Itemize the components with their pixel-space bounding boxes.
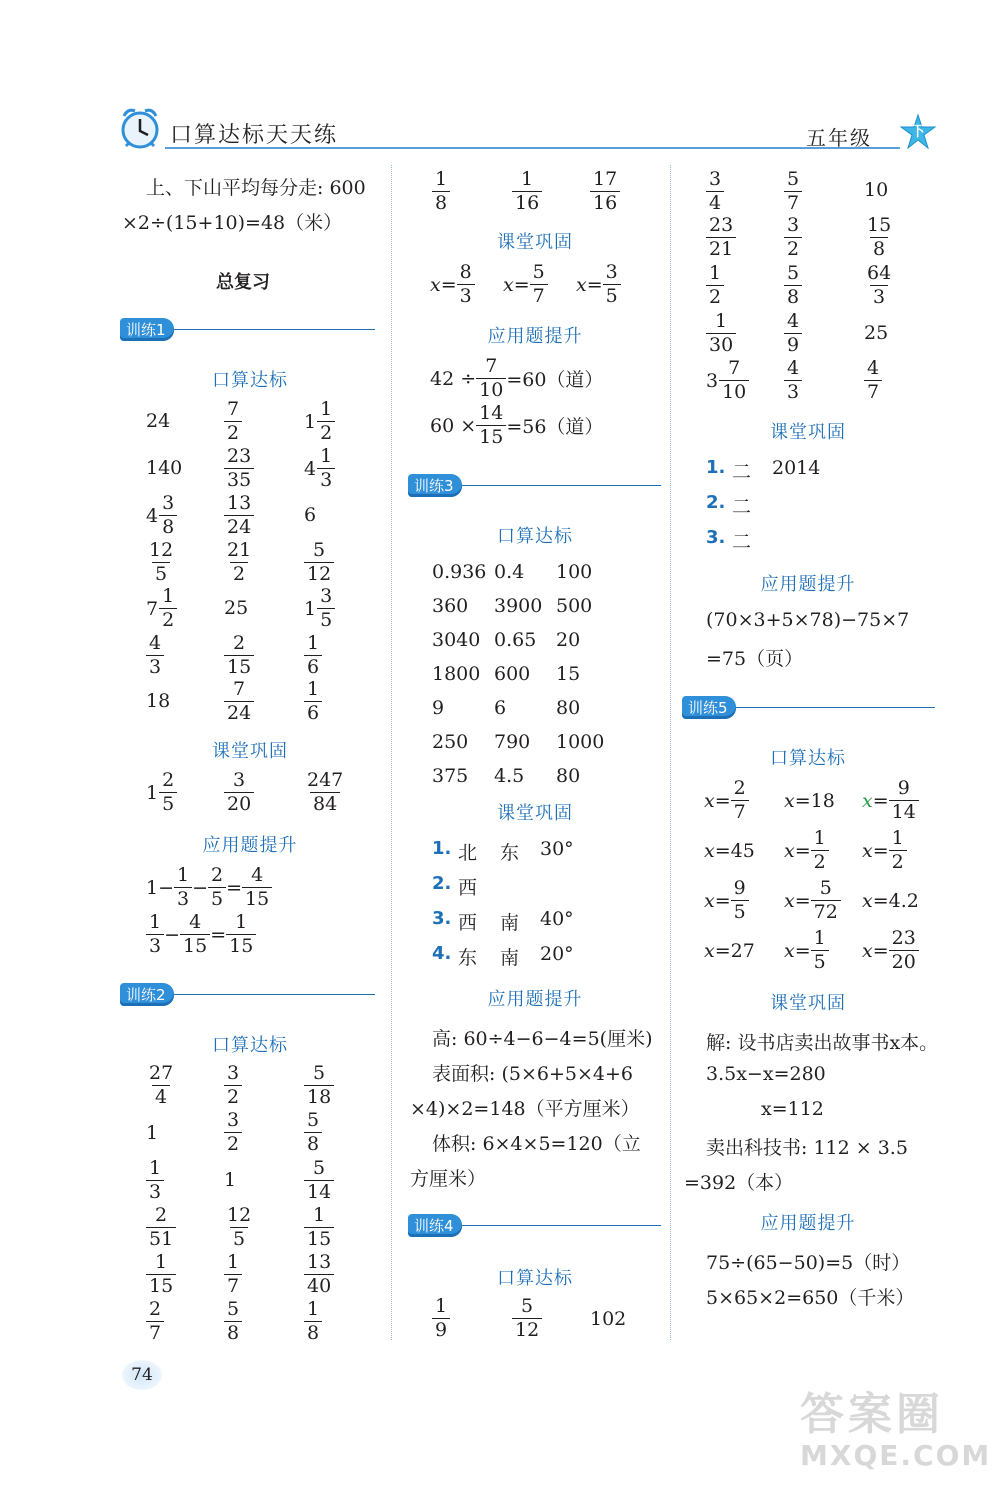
answer: $\frac{12}{5}$ — [149, 539, 174, 585]
grade-badge-text: 下 — [911, 124, 925, 140]
answer: $\frac{5}{18}$ — [304, 1064, 334, 1107]
section-kousuan: 口算达标 — [497, 526, 573, 547]
ketang-answer: 二 — [732, 496, 752, 518]
answer: 4 $\frac{3}{8}$ — [146, 494, 177, 537]
answer: x = $\frac{1}{2}$ — [862, 829, 907, 872]
answer: 1 $\frac{2}{5}$ — [146, 771, 177, 814]
answer-line: 高: 60÷4−6−4=5(厘米) — [432, 1028, 653, 1050]
answer: 1 — [224, 1169, 237, 1191]
answer: 4 $\frac{1}{3}$ — [304, 447, 335, 490]
equation: 42 ÷ $\frac{7}{10}$ =60（道） — [430, 355, 604, 401]
answer: $\frac{4}{9}$ — [784, 312, 802, 355]
answer: x = 45 — [704, 840, 755, 862]
answer: $\frac{3}{4}$ — [706, 170, 724, 213]
grid-answer: 500 — [556, 595, 593, 617]
training-1-badge: 训练1 — [120, 318, 174, 341]
direction-answer: 北 — [458, 842, 478, 864]
grid-answer: 15 — [556, 663, 581, 685]
answer: x = $\frac{1}{5}$ — [784, 929, 829, 972]
answer: $\frac{1}{6}$ — [304, 680, 322, 723]
direction-answer: 西 — [458, 912, 478, 934]
direction-answer: 40° — [540, 908, 574, 930]
grid-answer: 790 — [494, 731, 531, 753]
answer: $\frac{13}{24}$ — [224, 494, 254, 537]
answer: $\frac{15}{8}$ — [867, 214, 892, 260]
answer: $\frac{5}{14}$ — [304, 1159, 334, 1202]
answer: $\frac{5}{8}$ — [224, 1300, 242, 1343]
grid-answer: 20 — [556, 629, 581, 651]
grid-answer: 0.65 — [494, 629, 537, 651]
answer-line: 方厘米） — [410, 1168, 487, 1190]
direction-answer: 南 — [500, 947, 520, 969]
answer: 10 — [864, 179, 889, 201]
answer: 1 $\frac{1}{2}$ — [304, 400, 335, 443]
answer: $\frac{247}{84}$ — [307, 769, 344, 815]
item-number: 3. — [432, 908, 452, 929]
grid-answer: 1800 — [432, 663, 481, 685]
intro-line-2: ×2÷(15+10)=48（米） — [122, 212, 343, 234]
grid-answer: 375 — [432, 765, 469, 787]
section-kousuan: 口算达标 — [770, 748, 846, 769]
item-number: 1. — [432, 838, 452, 859]
answer-line: 3.5x−x=280 — [706, 1063, 826, 1085]
training-5-header — [682, 696, 935, 718]
answer-line: =75（页） — [706, 648, 804, 670]
training-2-header — [120, 983, 375, 1005]
grid-answer: 4.5 — [494, 765, 525, 787]
answer: x = $\frac{5}{7}$ — [503, 263, 548, 306]
training-1-header — [120, 318, 375, 340]
direction-answer: 西 — [458, 877, 478, 899]
answer: $\frac{1}{3}$ — [146, 1159, 164, 1202]
answer: $\frac{1}{15}$ — [146, 1253, 176, 1296]
answer: 1 $\frac{3}{5}$ — [304, 587, 335, 630]
section-kousuan: 口算达标 — [212, 370, 288, 391]
answer: 7 $\frac{1}{2}$ — [146, 587, 177, 630]
training-3-header — [408, 474, 661, 496]
answer: 6 — [304, 504, 317, 526]
answer: $\frac{1}{6}$ — [304, 634, 322, 677]
ketang-answer: 二 — [732, 461, 752, 483]
column-divider — [670, 165, 671, 1340]
training-4-badge: 训练4 — [408, 1214, 462, 1237]
direction-answer: 东 — [500, 842, 520, 864]
item-number: 4. — [432, 943, 452, 964]
answer: $\frac{1}{30}$ — [706, 312, 736, 355]
grid-answer: 0.936 — [432, 561, 487, 583]
book-title: 口算达标天天练 — [170, 123, 339, 148]
answer: x = 27 — [704, 940, 755, 962]
grid-answer: 80 — [556, 765, 581, 787]
answer-line: x=112 — [761, 1098, 824, 1120]
answer: $\frac{3}{2}$ — [224, 1064, 242, 1107]
grid-answer: 600 — [494, 663, 531, 685]
answer: $\frac{3}{2}$ — [224, 1111, 242, 1154]
answer: $\frac{4}{7}$ — [864, 359, 882, 402]
column-divider — [391, 165, 392, 1340]
training-4-header — [408, 1214, 661, 1236]
section-kousuan: 口算达标 — [497, 1268, 573, 1289]
direction-answer: 20° — [540, 943, 574, 965]
answer: $\frac{23}{35}$ — [224, 447, 254, 490]
answer: x = $\frac{3}{5}$ — [576, 263, 621, 306]
answer: $\frac{64}{3}$ — [867, 262, 892, 308]
answer-line: (70×3+5×78)−75×7 — [706, 609, 910, 631]
training-2-badge: 训练2 — [120, 983, 174, 1006]
answer: $\frac{27}{4}$ — [149, 1062, 174, 1108]
answer: x = $\frac{8}{3}$ — [430, 263, 475, 306]
grid-answer: 3040 — [432, 629, 481, 651]
item-number: 2. — [706, 492, 726, 513]
answer: $\frac{5}{7}$ — [784, 170, 802, 213]
answer: $\frac{1}{2}$ — [706, 264, 724, 307]
answer: $\frac{7}{2}$ — [224, 400, 242, 443]
item-number: 3. — [706, 527, 726, 548]
answer: $\frac{3}{20}$ — [224, 771, 254, 814]
answer: $\frac{5}{12}$ — [304, 541, 334, 584]
section-ketang: 课堂巩固 — [212, 741, 288, 762]
section-ketang: 课堂巩固 — [497, 232, 573, 253]
equation: 60 × $\frac{14}{15}$ =56（道） — [430, 402, 604, 448]
answer-line: 体积: 6×4×5=120（立 — [432, 1133, 641, 1155]
section-yingyong: 应用题提升 — [487, 326, 583, 347]
grid-answer: 250 — [432, 731, 469, 753]
grid-answer: 3900 — [494, 595, 543, 617]
training-5-badge: 训练5 — [682, 696, 736, 719]
answer: x = $\frac{1}{2}$ — [784, 829, 829, 872]
answer: $\frac{23}{21}$ — [706, 216, 736, 259]
answer-line: 表面积: (5×6+5×4+6 — [432, 1063, 633, 1085]
answer: $\frac{1}{9}$ — [432, 1297, 450, 1340]
review-title: 总复习 — [216, 272, 270, 293]
answer: x = $\frac{9}{14}$ — [862, 779, 919, 822]
watermark-bottom: MXQE.COM — [800, 1439, 992, 1472]
header-rule — [165, 147, 900, 149]
grid-answer: 100 — [556, 561, 593, 583]
answer: $\frac{13}{40}$ — [304, 1253, 334, 1296]
answer-line: 解: 设书店卖出故事书x本。 — [706, 1032, 939, 1054]
answer: 3 $\frac{7}{10}$ — [706, 359, 749, 402]
answer: 25 — [224, 597, 249, 619]
answer: 140 — [146, 457, 183, 479]
equation: $\frac{1}{3}$ − $\frac{4}{15}$ = $\frac{1}{15}$ — [146, 913, 256, 956]
answer-line: 5×65×2=650（千米） — [706, 1287, 915, 1309]
answer: $\frac{1}{8}$ — [304, 1300, 322, 1343]
answer: x = 18 — [784, 790, 835, 812]
answer: $\frac{4}{3}$ — [784, 359, 802, 402]
answer: 25 — [864, 322, 889, 344]
section-ketang: 课堂巩固 — [770, 422, 846, 443]
answer: $\frac{5}{8}$ — [304, 1111, 322, 1154]
watermark — [800, 1390, 991, 1472]
answer: $\frac{2}{51}$ — [146, 1206, 176, 1249]
answer: 18 — [146, 690, 171, 712]
training-3-badge: 训练3 — [408, 474, 462, 497]
answer: $\frac{1}{16}$ — [512, 170, 542, 213]
page-number: 74 — [122, 1360, 162, 1390]
grid-answer: 360 — [432, 595, 469, 617]
watermark-top: 答案圈 — [800, 1389, 944, 1440]
intro-line-1: 上、下山平均每分走: 600 — [146, 177, 366, 199]
equation: 1 − $\frac{1}{3}$ − $\frac{2}{5}$ = $\frac{4}{15}$ — [146, 866, 272, 909]
answer: $\frac{4}{3}$ — [146, 634, 164, 677]
answer: $\frac{1}{8}$ — [432, 170, 450, 213]
direction-answer: 南 — [500, 912, 520, 934]
item-number: 2. — [432, 873, 452, 894]
section-yingyong: 应用题提升 — [760, 1213, 856, 1234]
grid-answer: 1000 — [556, 731, 605, 753]
answer: $\frac{1}{7}$ — [224, 1253, 242, 1296]
answer: $\frac{17}{16}$ — [590, 170, 620, 213]
answer: x = 4.2 — [862, 890, 919, 912]
answer: 102 — [590, 1308, 627, 1330]
answer: x = $\frac{2}{7}$ — [704, 779, 749, 822]
direction-answer: 30° — [540, 838, 574, 860]
section-kousuan: 口算达标 — [212, 1035, 288, 1056]
grade-label: 五年级 — [806, 126, 872, 150]
answer: $\frac{21}{2}$ — [227, 539, 252, 585]
answer: $\frac{2}{7}$ — [146, 1300, 164, 1343]
grid-answer: 6 — [494, 697, 507, 719]
grid-answer: 80 — [556, 697, 581, 719]
answer: x = $\frac{5}{72}$ — [784, 879, 841, 922]
grade-badge-star-icon — [900, 114, 936, 150]
answer-line: 卖出科技书: 112 × 3.5 — [706, 1137, 908, 1159]
answer: $\frac{5}{8}$ — [784, 264, 802, 307]
answer: 24 — [146, 410, 171, 432]
answer: $\frac{7}{24}$ — [224, 680, 254, 723]
ketang-answer: 二 — [732, 531, 752, 553]
grid-answer: 9 — [432, 697, 445, 719]
section-yingyong: 应用题提升 — [202, 835, 298, 856]
section-ketang: 课堂巩固 — [497, 803, 573, 824]
answer: x = $\frac{23}{20}$ — [862, 929, 919, 972]
answer-line: =392（本） — [684, 1172, 794, 1194]
answer: x = $\frac{9}{5}$ — [704, 879, 749, 922]
direction-answer: 东 — [458, 947, 478, 969]
grid-answer: 0.4 — [494, 561, 525, 583]
answer: $\frac{5}{12}$ — [512, 1297, 542, 1340]
section-ketang: 课堂巩固 — [770, 993, 846, 1014]
answer: $\frac{12}{5}$ — [227, 1204, 252, 1250]
alarm-clock-icon — [118, 104, 166, 152]
answer: $\frac{3}{2}$ — [784, 216, 802, 259]
answer-line: ×4)×2=148（平方厘米） — [410, 1098, 640, 1120]
item-number: 1. — [706, 457, 726, 478]
answer: $\frac{1}{15}$ — [304, 1206, 334, 1249]
answer-line: 75÷(65−50)=5（时） — [706, 1252, 911, 1274]
answer: 1 — [146, 1122, 159, 1144]
answer: $\frac{2}{15}$ — [224, 634, 254, 677]
ketang-answer: 2014 — [772, 457, 821, 479]
section-yingyong: 应用题提升 — [487, 989, 583, 1010]
section-yingyong: 应用题提升 — [760, 574, 856, 595]
